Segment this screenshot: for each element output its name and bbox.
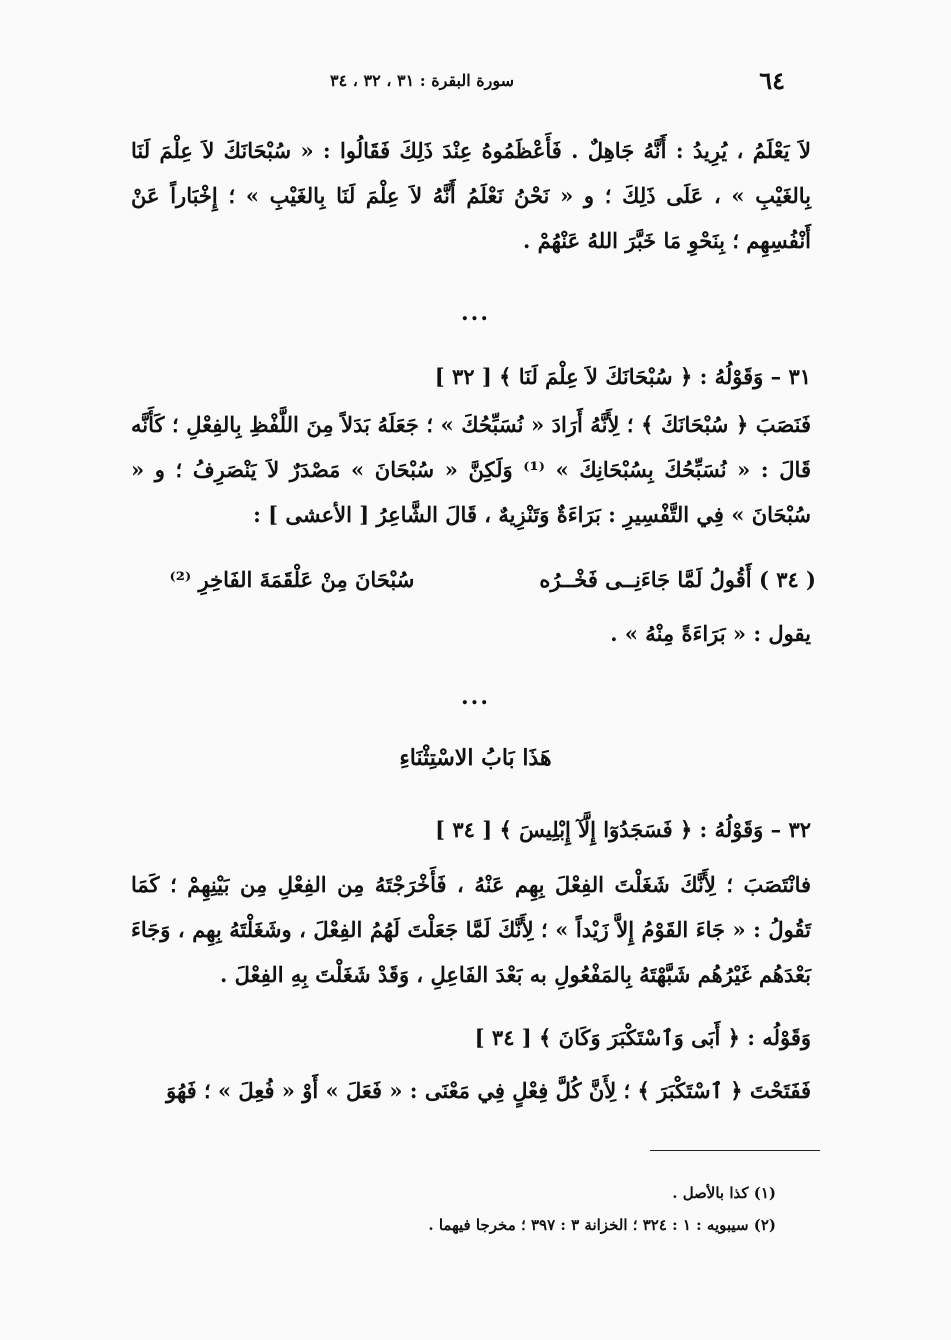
footnote-1: (١) كذا بالأصل . [672,1184,776,1202]
section-separator-1: ... [461,300,490,326]
entry-31-heading: ٣١ – وَقَوْلُهُ : ﴿ سُبْحَانَكَ لاَ عِلْمَ لَنَا ﴾ [ ٣٢ ] [434,364,811,389]
after-verse-text: يقول : « بَرَاءَةً مِنْهُ » . [610,621,811,646]
verse-second-hemistich: سُبْحَانَ مِنْ عَلْقَمَةَ الفَاخِرِ ⁽²⁾ [169,567,415,592]
entry-32-text: فانْتَصَبَ ؛ لِأَنَّكَ شَغَلْتَ الفِعْلَ بِهِم عَنْهُ ، فَأَخْرَجْتَهُ مِن الفِعْلِ مِن بَيْنِهِمْ ؛ كَمَا تَقُولُ : « جَاءَ القَوْمُ إِلاَّ زَيْداً » ؛ لِأَنَّكَ لَمَّا جَعَلْتَ لَهُمُ الفِعْلَ ، وشَغَلْتَهُ بِهِم ، وَجَاءَ بَعْدَهُم غَيْرُهُم شَبَّهْتَهُ بِالمَفْعُولِ به بَعْدَ الفَاعِلِ ، وَقَدْ شَغَلْتَ بِهِ الفِعْلَ . [131,872,811,987]
section-separator-2: ... [461,684,490,710]
entry-34-text: فَفَتَحْتَ ﴿ ٱسْتَكْبَرَ ﴾ ؛ لِأَنَّ كُلَّ فِعْلٍ فِي مَعْنَى : « فَعَلَ » أَوْ « فُعِلَ » ؛ فَهُوَ [166,1078,811,1103]
section-title: هَذَا بَابُ الاسْتِثْنَاءِ [399,745,552,771]
page-number: ٦٤ [759,65,785,95]
verse-first-hemistich: أَقُولُ لَمَّا جَاءَنِــى فَخْــرُه [539,567,752,592]
page-header [330,62,785,98]
verse-number: ( ٣٤ ) [758,567,816,592]
entry-34-heading: وَقَوْلُه : ﴿ أَبَى وَٱسْتَكْبَرَ وَكَانَ ﴾ [ ٣٤ ] [474,1025,811,1050]
footnote-2: (٢) سيبويه : ١ : ٣٢٤ ؛ الخزانة ٣ : ٣٩٧ ؛ مخرجا فيهما . [428,1216,776,1234]
verse-34 [116,560,816,600]
footnote-divider [650,1150,820,1151]
running-title: سورة البقرة : ٣١ ، ٣٢ ، ٣٤ [330,70,515,90]
entry-32-heading: ٣٢ – وَقَوْلُهُ : ﴿ فَسَجَدُوٓا إِلَّآ إِبْلِيسَ ﴾ [ ٣٤ ] [435,817,811,842]
paragraph-intro: لاَ يَعْلَمُ ، يُرِيدُ : أَنَّهُ جَاهِلٌ . فَأَعْظَمُوهُ عِنْدَ ذَلِكَ فَقَالُوا : « سُبْحَانَكَ لاَ عِلْمَ لَنَا بِالغَيْبِ » ، عَلَى ذَلِكَ ؛ و « نَحْنُ نَعْلَمُ أَنَّهُ لاَ عِلْمَ لَنَا بِالغَيْبِ » ؛ إِخْبَاراً عَنْ أَنْفُسِهِم ؛ بِنَحْوِ مَا خَبَّرَ اللهُ عَنْهُمْ . [131,138,811,253]
entry-31-text: فَنَصَبَ ﴿ سُبْحَانَكَ ﴾ ؛ لِأَنَّهُ أَرَادَ « نُسَبِّحُكَ » ؛ جَعَلَهُ بَدَلاً مِنَ اللَّفْظِ بِالفِعْلِ ؛ كَأَنَّه قَالَ : « نُسَبِّحُكَ بِسُبْحَانِكَ » ⁽¹⁾ وَلَكِنَّ « سُبْحَانَ » مَصْدَرٌ لاَ يَنْصَرِفُ ؛ و « سُبْحَانَ » فِي التَّفْسِيرِ : بَرَاءَةٌ وَتَنْزِيهٌ ، قَالَ الشَّاعِرُ [ الأعشى ] : [131,412,811,527]
